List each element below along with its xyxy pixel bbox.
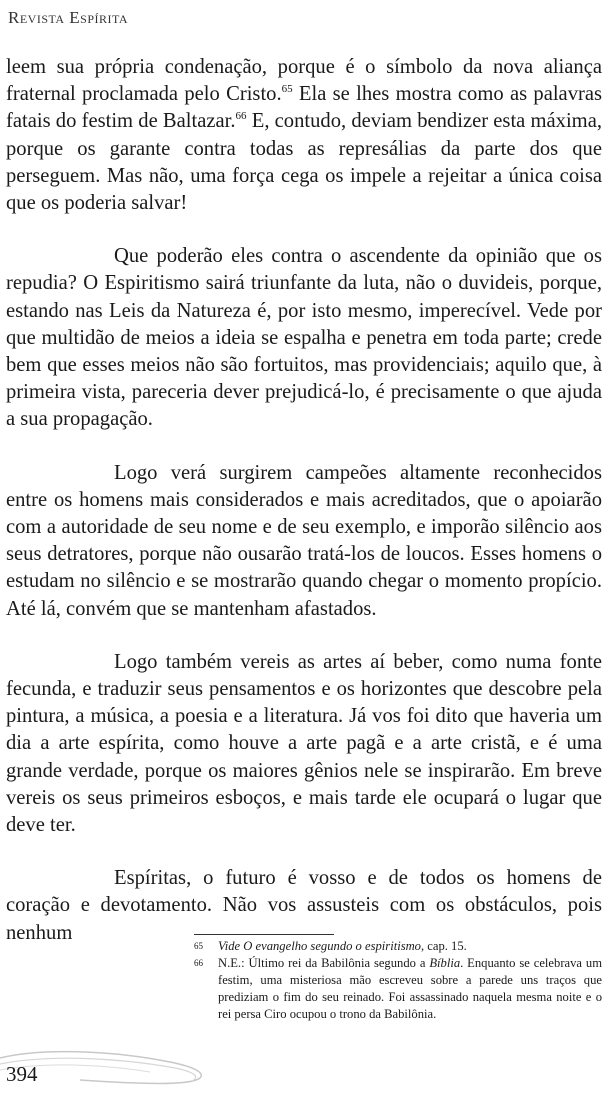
text-run: Logo também vereis as artes aí beber, como numa fonte fecunda, e traduzir seus pensamentos e os horizontes que descobre pela pintura, a música, a poesia e a literatura. Já vos foi dito que haveria um dia a arte espírita, como houve a arte pagã e a arte cristã, e é uma grande verdade, porque os maiores gênios nele se inspirarão. Em breve vereis os seus primeiros esboços, e mais tarde ele ocupará o lugar que deve ter. [6, 650, 602, 837]
footnote-ref: 66 [235, 110, 247, 123]
footnote-text [218, 938, 602, 955]
text-run: N.E.: Último rei da Babilônia segundo a [218, 956, 430, 970]
footnote [194, 938, 602, 955]
paragraph [6, 243, 602, 433]
body-text [6, 54, 602, 973]
footnote [194, 955, 602, 1023]
paragraph [6, 649, 602, 839]
paragraph [6, 54, 602, 217]
paragraph [6, 460, 602, 623]
text-run: E, contudo, deviam bendizer esta máxima, porque os garante contra todas as represálias da parte dos que perseguem. Mas não, uma força cega os impele a rejeitar a única coisa que os poderia salvar! [6, 110, 602, 215]
italic-text: Bíblia [429, 956, 461, 970]
italic-text: Vide O evangelho segundo o espiritismo [218, 939, 421, 953]
text-run: Que poderão eles contra o ascendente da opinião que os repudia? O Espiritismo sairá triunfante da luta, não o duvideis, porque, estando nas Leis da Natureza é, por isto mesmo, imperecível. Vede por que multidão de meios a ideia se espalha e penetra em toda parte; crede bem que esses meios não são fortuitos, mas providenciais; aquilo que, à primeira vista, pareceria dever prejudicá-lo, é precisamente o que ajuda a sua propagação. [6, 245, 602, 431]
running-header: Revista Espírita [8, 8, 129, 27]
text-run: Logo verá surgirem campeões altamente reconhecidos entre os homens mais considerados e mais acreditados, que o apoiarão com a autoridade de seu nome e de seu exemplo, e imporão silêncio aos seus detratores, porque não ousarão tratá-los de loucos. Esses homens o estudam no silêncio e se mostrarão quando chegar o momento propício. Até lá, convém que se mantenham afastados. [6, 461, 602, 620]
footnote-ref: 65 [281, 83, 293, 96]
page-number: 394 [6, 1062, 38, 1086]
footnotes [194, 938, 602, 1023]
text-run: , cap. 15. [420, 939, 467, 953]
text-run: Espíritas, o futuro é vosso e de todos os homens de coração e devotamento. Não vos assusteis com os obstáculos, pois nenhum [6, 867, 602, 944]
footnote-number: 66 [194, 958, 203, 968]
footnote-divider [194, 934, 334, 935]
footnote-number: 65 [194, 941, 203, 951]
text-run: Ela se lhes mostra como as palavras fatais do festim de Baltazar. [6, 83, 603, 133]
text-run: . Enquanto se celebrava um festim, uma misteriosa mão escreveu sobre a parede uns traços que prediziam o fim do seu reinado. Foi assassinado naquela mesma noite e o rei persa Ciro ocupou o trono da Babilônia. [218, 956, 602, 1021]
text-run: leem sua própria condenação, porque é o símbolo da nova aliança fraternal proclamada pelo Cristo. [6, 56, 602, 106]
footnote-text [218, 955, 602, 1023]
